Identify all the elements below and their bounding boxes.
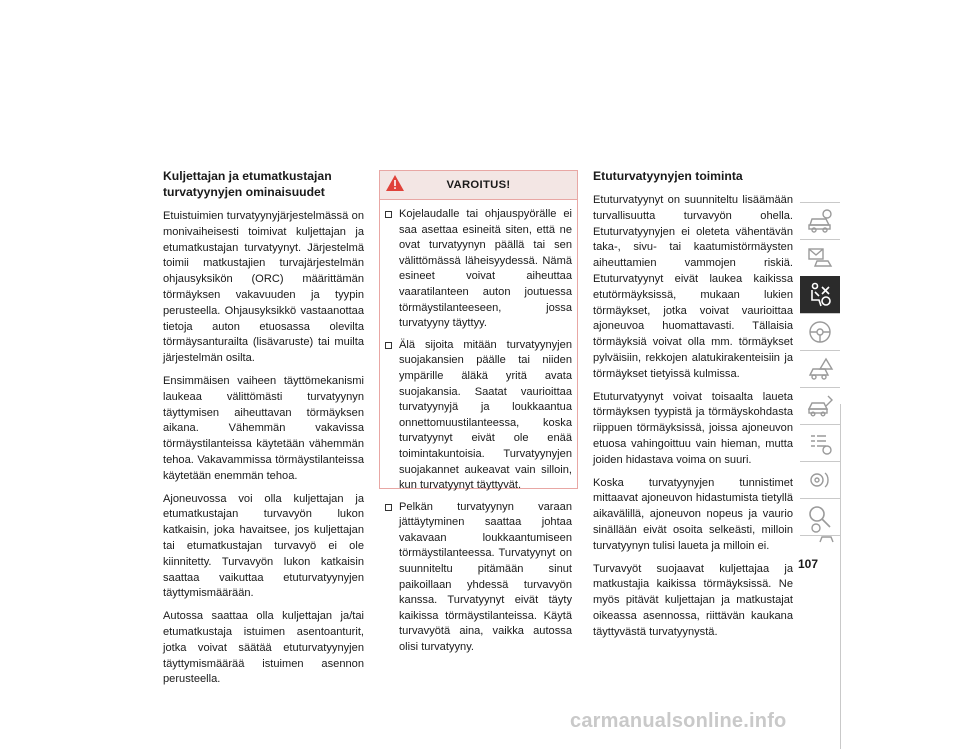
tab-airbag-seat[interactable]	[800, 276, 840, 313]
roadside-car-icon	[806, 355, 834, 383]
paragraph: Etuturvatyynyt voivat toisaalta laueta törmäyksen tyypistä ja törmäyskohdasta riippuen törmäyksissä, joissa ajoneuvon etuosa vahingoittuu vain hieman, mutta joiden hidastava voima on suuri.	[593, 390, 793, 466]
watermark: carmanualsonline.info	[570, 710, 787, 732]
section-heading-airbag-features: Kuljettajan ja etumatkustajan turvatyynyjen ominaisuudet	[163, 169, 332, 199]
tab-settings-car[interactable]	[800, 535, 840, 547]
paragraph: Etuturvatyynyt on suunniteltu lisäämään turvallisuutta turvavyön ohella. Etuturvatyynyjen ei oleteta vähentävän taka-, sivu- tai kaatumistörmäysten aiheuttamien vammojen riskiä. Etuturvatyynyt eivät laukea kaikissa etutörmäyksissä, mukaan lukien törmäykset, jotka voivat vaurioittaa ajoneuvoa huomattavasti. Tällaisia törmäyksiä voivat olla mm. törmäykset pylväisiin, rekkojen alatukirakenteisiin ja törmäykset tietyissä kulmissa.	[593, 194, 793, 380]
paragraph: Koska turvatyynyjen tunnistimet mittaavat ajoneuvon hidastumista tietyllä aikavälillä, ajoneuvon nopeus ja vaurio sinällään eivät osoita selkeästi, milloin turvatyynyn tulisi laueta ja milloin ei.	[593, 476, 793, 552]
warning-item-text: Kojelaudalle tai ohjauspyörälle ei saa asettaa esineitä siten, että ne ovat turvatyynyn päällä tai sen välittömässä läheisyydessä. Nämä esineet voivat aiheuttaa vaaratilanteen auton joutuessa törmäystilanteeseen, jossa turvatyyny täyttyy.	[399, 208, 572, 330]
car-info-icon	[806, 207, 834, 235]
steering-wheel-icon	[806, 318, 834, 346]
warning-header	[380, 171, 577, 200]
chapter-tabs	[800, 202, 840, 547]
maintenance-list-icon	[806, 429, 834, 457]
checkbox-bullet-icon	[385, 342, 392, 349]
settings-car-icon	[806, 518, 834, 546]
tab-car-info[interactable]	[800, 202, 840, 239]
envelope-car-icon	[806, 244, 834, 272]
warning-item-text: Pelkän turvatyynyn varaan jättäytyminen saattaa johtaa vakavaan loukkaantumiseen törmäystilanteessa. Turvatyynyt on suunniteltu pitämään sinut paikoillaan yhdessä turvavyön kanssa. Turvatyynyt eivät täyty kaikissa törmäystilanteissa. Käytä turvavyötä aina, vaikka autossa olisi turvatyyny.	[399, 500, 572, 654]
paragraph: Ensimmäisen vaiheen täyttömekanismi laukeaa välittömästi turvatyynyn täyttymisen aiheuttavan törmäyksen aikana. Vähemmän vakavissa törmäystilanteissa käytetään vähemmän tehoa. Vakavammissa törmäystilanteissa käytetään enemmän tehoa.	[163, 374, 364, 482]
tab-maintenance-list[interactable]	[800, 424, 840, 461]
section-heading-front-airbag-operation: Etuturvatyynyjen toiminta	[593, 169, 743, 183]
left-column	[163, 168, 364, 695]
paragraph: Autossa saattaa olla kuljettajan ja/tai etumatkustaja istuimen asentoanturit, jotka voivat säätää etuturvatyynyjen täyttymismäärää istuimen asennon perusteella.	[163, 610, 364, 686]
paragraph: Turvavyöt suojaavat kuljettajaa ja matkustajia kaikissa törmäyksissä. Ne myös pitävät kuljettajan ja matkustajat oikeassa asennossa, riittävän kaukana täyttyvästä turvatyynystä.	[593, 562, 793, 638]
warning-item	[385, 338, 572, 494]
checkbox-bullet-icon	[385, 504, 392, 511]
warning-title: VAROITUS!	[446, 179, 511, 191]
page-number: 107	[798, 557, 819, 571]
tab-multimedia[interactable]	[800, 461, 840, 498]
warning-item-text: Älä sijoita mitään turvatyynyjen suojakansien päälle tai niiden ympärille äläkä yritä avata suojakansia. Saatat vaurioittaa turvatyynyjä ja loukkaantua onnettomuustilanteessa, koska turvatyynyt eivät ole enää toimintakuntoisia. Turvatyynyjen suojakannet aukeavat vain silloin, kun turvatyynyt täyttyvät.	[399, 338, 572, 492]
right-column	[593, 168, 793, 648]
checkbox-bullet-icon	[385, 211, 392, 218]
tab-car-service[interactable]	[800, 387, 840, 424]
warning-item	[385, 500, 572, 656]
car-service-icon	[806, 392, 834, 420]
multimedia-icon	[806, 466, 834, 494]
paragraph: Etuistuimien turvatyynyjärjestelmässä on monivaiheisesti toimivat kuljettajan ja etumatkustajan turvatyynyt. Järjestelmä toimii matkustajien turvajärjestelmän ohjausyksikön (ORC) määrittämän törmäyksen vakavuuden ja tyypin perusteella. Ohjausyksikkö vastaanottaa tietoja auton etuosassa olevilta törmäysanturailta (lisävaruste) tai muilta järjestelmän osilta.	[163, 210, 364, 365]
warning-box	[379, 170, 578, 654]
tab-steering-wheel[interactable]	[800, 313, 840, 350]
tab-envelope-car[interactable]	[800, 239, 840, 276]
airbag-seat-icon	[806, 281, 834, 309]
tab-roadside[interactable]	[800, 350, 840, 387]
warning-item	[385, 207, 572, 332]
paragraph: Ajoneuvossa voi olla kuljettajan ja etumatkustajan turvavyön lukon katkaisin, joka havaitsee, jos kuljettajan tai etumatkustajan turvavyö ei ole kiinnitetty. Turvavyön lukon katkaisin saattaa vaikuttaa etuturvatyynyjen täyttymismäärään.	[163, 492, 364, 600]
